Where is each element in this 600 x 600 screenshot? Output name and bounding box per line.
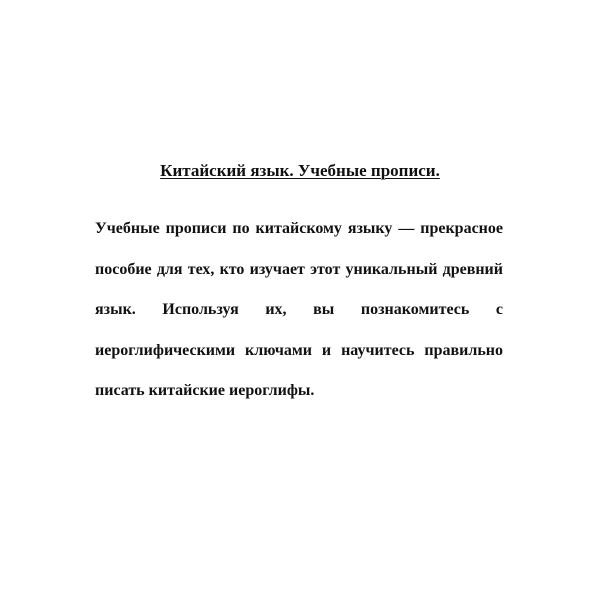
document-title-block <box>0 160 600 182</box>
document-title: Китайский язык. Учебные прописи. <box>160 161 440 180</box>
document-paragraph: Учебные прописи по китайскому языку — прекрасное пособие для тех, кто изучает этот уникальный древний язык. Используя их, вы познакомитесь с иероглифическими ключами и научитесь правильно писать китайские иероглифы. <box>95 220 503 400</box>
